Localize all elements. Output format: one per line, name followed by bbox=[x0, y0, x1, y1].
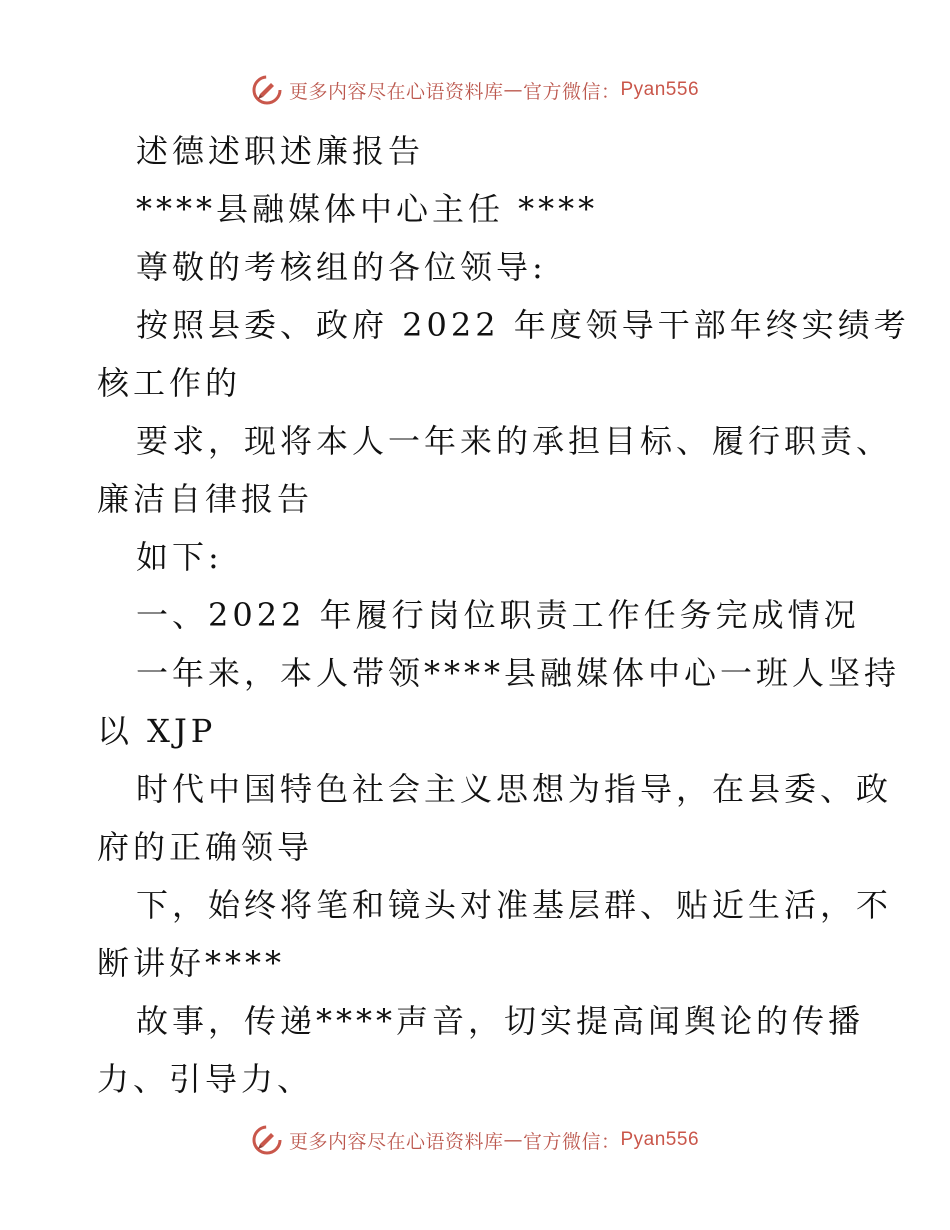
paragraph-line: 故事，传递****声音，切实提高闻舆论的传播 bbox=[136, 1002, 865, 1040]
document-author-line: ****县融媒体中心主任 **** bbox=[136, 190, 599, 228]
section-heading: 一、2022 年履行岗位职责工作任务完成情况 bbox=[136, 596, 860, 634]
watermark-site-text: 更多内容尽在心语资料库 bbox=[288, 1130, 504, 1153]
paragraph-line: 府的正确领导 bbox=[97, 828, 314, 866]
paragraph-line: 如下: bbox=[136, 538, 223, 576]
footer-watermark bbox=[0, 1120, 950, 1160]
watermark-wechat-id: Pyan556 bbox=[620, 79, 700, 100]
watermark-separator: — bbox=[503, 1129, 523, 1151]
paragraph-line: 廉洁自律报告 bbox=[97, 480, 314, 518]
paragraph-line: 按照县委、政府 2022 年度领导干部年终实绩考 bbox=[136, 306, 910, 344]
watermark-official-label: 官方微信： bbox=[522, 80, 621, 103]
paragraph-line: 以 XJP bbox=[97, 712, 217, 750]
brush-stroke-logo-icon bbox=[251, 74, 283, 106]
paragraph-line: 一年来，本人带领****县融媒体中心一班人坚持 bbox=[136, 654, 901, 692]
watermark-official-label: 官方微信： bbox=[522, 1130, 621, 1153]
paragraph-line: 时代中国特色社会主义思想为指导，在县委、政 bbox=[136, 770, 893, 808]
paragraph-line: 断讲好**** bbox=[97, 944, 286, 982]
document-salutation: 尊敬的考核组的各位领导: bbox=[136, 248, 547, 286]
watermark-separator: — bbox=[503, 79, 523, 101]
document-title: 述德述职述廉报告 bbox=[136, 132, 425, 170]
paragraph-line: 核工作的 bbox=[97, 364, 242, 402]
paragraph-line: 力、引导力、 bbox=[97, 1060, 314, 1098]
header-watermark bbox=[0, 70, 950, 110]
paragraph-line: 下，始终将笔和镜头对准基层群、贴近生活，不 bbox=[136, 886, 893, 924]
watermark-site-text: 更多内容尽在心语资料库 bbox=[288, 80, 504, 103]
paragraph-line: 要求，现将本人一年来的承担目标、履行职责、 bbox=[136, 422, 893, 460]
watermark-wechat-id: Pyan556 bbox=[620, 1129, 700, 1150]
document-body bbox=[0, 122, 950, 1108]
brush-stroke-logo-icon bbox=[251, 1124, 283, 1156]
